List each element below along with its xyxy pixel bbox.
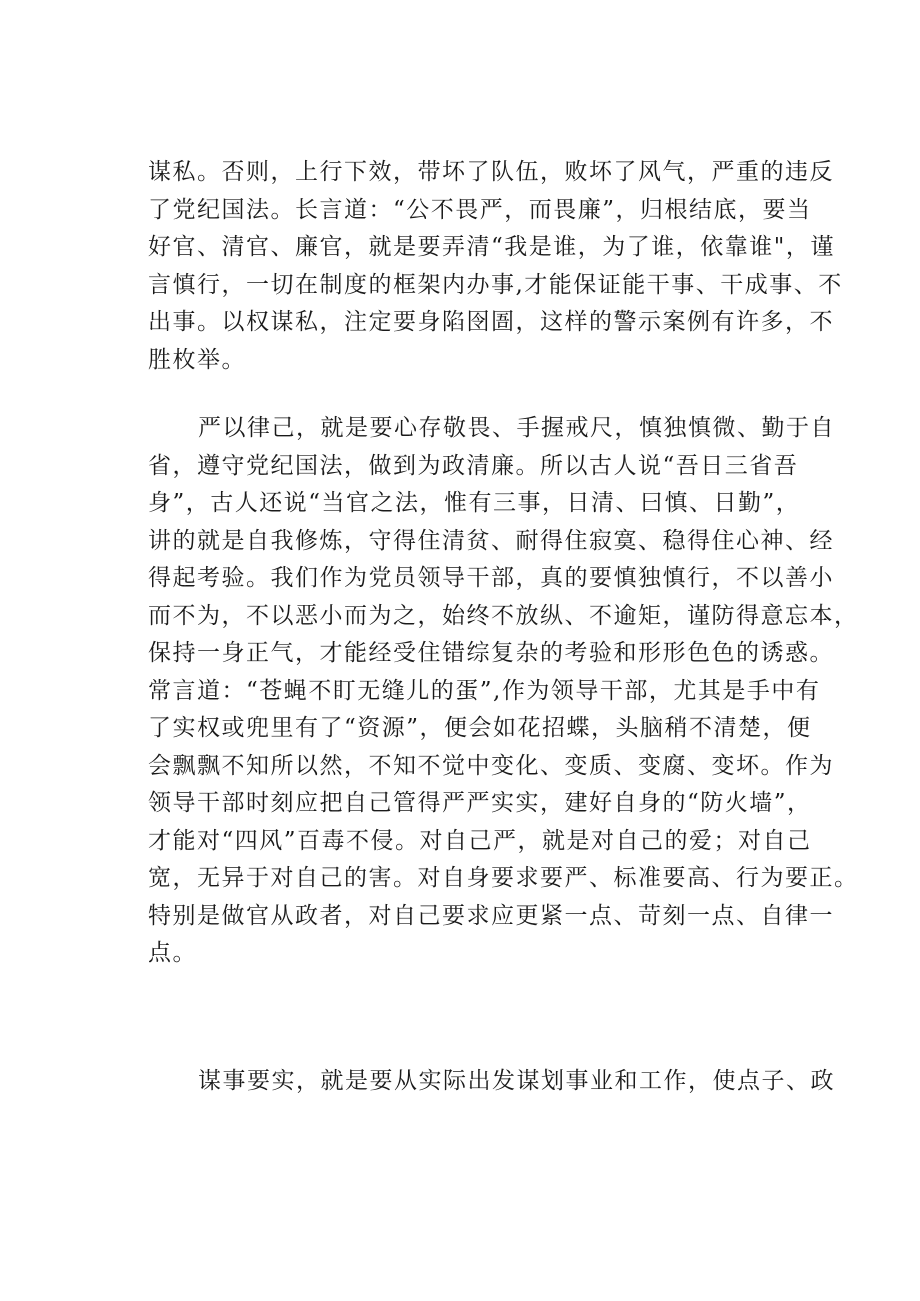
text-line: 得起考验。我们作为党员领导干部，真的要慎独慎行，不以善小 xyxy=(148,565,834,591)
text-line: 了实权或兜里有了“资源”，便会如花招蝶，头脑稍不清楚，便 xyxy=(148,715,812,741)
text-line: 身”，古人还说“当官之法，惟有三事，日清、曰慎、日勤”， xyxy=(148,490,801,516)
text-line: 谋事要实，就是要从实际出发谋划事业和工作，使点子、政 xyxy=(198,1068,835,1094)
text-line: 严以律己，就是要心存敬畏、手握戒尺，慎独慎微、勤于自 xyxy=(198,415,835,441)
text-line: 领导干部时刻应把自己管得严严实实，建好自身的“防火墙”， xyxy=(148,790,812,816)
text-line: 会飘飘不知所以然，不知不觉中变化、变质、变腐、变坏。作为 xyxy=(148,752,834,779)
text-line: 胜枚举。 xyxy=(148,346,246,373)
text-line: 讲的就是自我修炼，守得住清贫、耐得住寂寞、稳得住心神、经 xyxy=(148,527,834,554)
text-line: 省，遵守党纪国法，做到为政清廉。所以古人说“吾日三省吾 xyxy=(148,452,799,479)
text-line: 谋私。否则，上行下效，带坏了队伍，败坏了风气，严重的违反 xyxy=(148,159,834,185)
text-line: 而不为，不以恶小而为之，始终不放纵、不逾矩，谨防得意忘本， xyxy=(148,602,859,629)
text-line: 保持一身正气，才能经受住错综复杂的考验和形形色色的诱惑。 xyxy=(148,640,834,666)
text-line: 特别是做官从政者，对自己要求应更紧一点、苛刻一点、自律一 xyxy=(148,902,834,929)
text-line: 点。 xyxy=(148,940,197,966)
text-line: 常言道：“苍蝇不盯无缝儿的蛋”,作为领导干部，尤其是手中有 xyxy=(148,677,821,704)
paragraph-1 xyxy=(148,154,843,379)
paragraph-3 xyxy=(148,1063,835,1101)
text-line: 好官、清官、廉官，就是要弄清“我是谁，为了谁，依靠谁"，谨 xyxy=(148,234,835,260)
paragraph-2 xyxy=(148,410,859,973)
text-line: 言慎行，一切在制度的框架内办事,才能保证能干事、干成事、不 xyxy=(148,271,843,298)
text-line: 了党纪国法。长言道：“公不畏严，而畏廉”，归根结底，要当 xyxy=(148,196,812,223)
text-line: 宽，无异于对自己的害。对自身要求要严、标准要高、行为要正。 xyxy=(148,865,859,891)
text-line: 出事。以权谋私，注定要身陷囹圄，这样的警示案例有许多，不 xyxy=(148,309,834,335)
text-line: 才能对“四风”百毒不侵。对自己严，就是对自己的爱；对自己 xyxy=(148,827,812,854)
